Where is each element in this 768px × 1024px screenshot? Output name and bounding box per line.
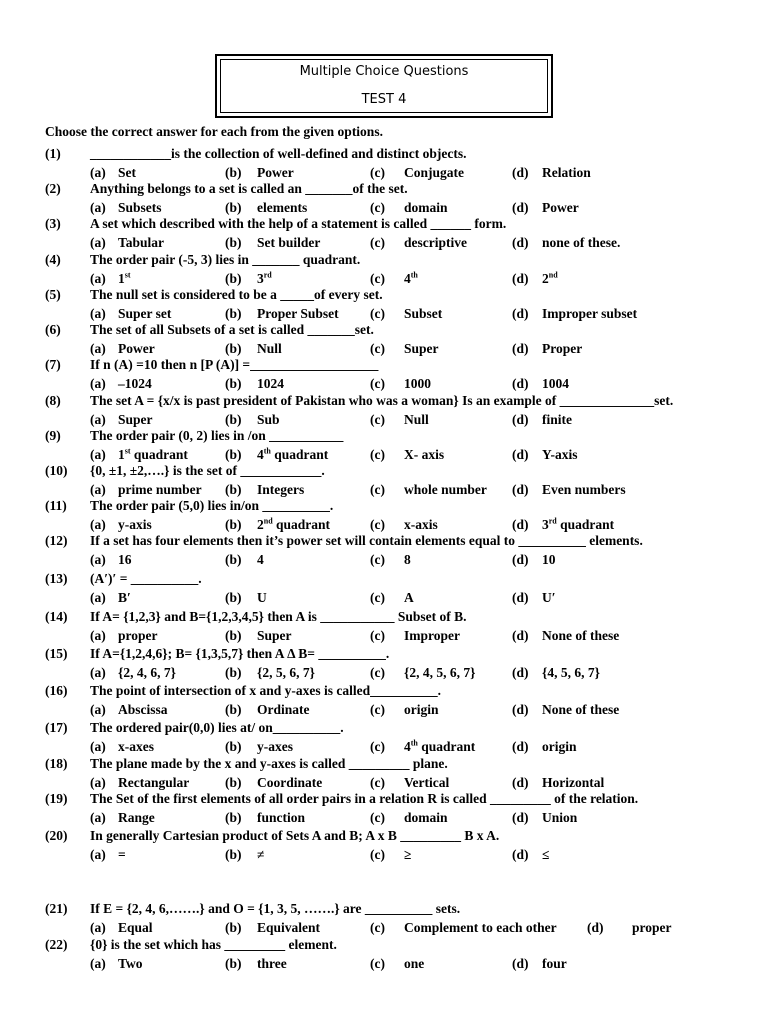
- option-text: 4: [257, 552, 264, 567]
- question-number: (1): [45, 146, 61, 161]
- option-text: =: [118, 847, 126, 862]
- question-text: The order pair (5,0) lies in/on __________.: [90, 498, 334, 513]
- option-letter: (d): [512, 376, 529, 391]
- option-letter: (a): [90, 271, 106, 286]
- option-text: proper: [118, 628, 158, 643]
- question-number: (4): [45, 252, 61, 267]
- option-text: U′: [542, 590, 556, 605]
- question-text: ____________is the collection of well-defined and distinct objects.: [90, 146, 467, 161]
- option-letter: (d): [512, 775, 529, 790]
- option-text: {4, 5, 6, 7}: [542, 665, 600, 680]
- question-text: {0} is the set which has _________ element.: [90, 937, 337, 952]
- question-number: (8): [45, 393, 61, 408]
- option-letter: (d): [512, 165, 529, 180]
- option-letter: (a): [90, 847, 106, 862]
- option-text: Rectangular: [118, 775, 190, 790]
- option-text: 1000: [404, 376, 431, 391]
- question-number: (22): [45, 937, 68, 952]
- question-text: The point of intersection of x and y-axes is called__________.: [90, 683, 441, 698]
- option-text: none of these.: [542, 235, 621, 250]
- page-title: Multiple Choice Questions: [299, 64, 469, 79]
- option-letter: (a): [90, 665, 106, 680]
- ordinal-suffix: th: [263, 446, 271, 456]
- option-letter: (d): [512, 590, 529, 605]
- option-letter: (a): [90, 482, 106, 497]
- option-letter: (c): [370, 847, 385, 862]
- option-letter: (c): [370, 517, 385, 532]
- question-number: (15): [45, 646, 68, 661]
- option-text: Range: [118, 810, 155, 825]
- option-text: Null: [257, 341, 282, 356]
- option-text: Proper: [542, 341, 583, 356]
- question-text: If a set has four elements then it’s power set will contain elements equal to __________ elements.: [90, 533, 643, 548]
- option-text: Even numbers: [542, 482, 626, 497]
- option-letter: (b): [225, 920, 242, 935]
- option-text: finite: [542, 412, 572, 427]
- question-text: If A= {1,2,3} and B={1,2,3,4,5} then A is ___________ Subset of B.: [90, 609, 467, 624]
- option-text: None of these: [542, 628, 620, 643]
- question-text: The order pair (0, 2) lies in /on ___________: [90, 428, 344, 443]
- option-letter: (c): [370, 271, 385, 286]
- option-letter: (b): [225, 447, 242, 462]
- option-text: Equivalent: [257, 920, 321, 935]
- option-text: {2, 4, 6, 7}: [118, 665, 176, 680]
- option-letter: (c): [370, 665, 385, 680]
- option-letter: (a): [90, 552, 106, 567]
- option-text: Power: [542, 200, 579, 215]
- option-letter: (d): [512, 552, 529, 567]
- option-text: Improper: [404, 628, 460, 643]
- option-text: 8: [404, 552, 411, 567]
- ordinal-suffix: nd: [263, 516, 273, 526]
- option-letter: (c): [370, 341, 385, 356]
- test-number: TEST 4: [361, 92, 407, 107]
- option-text: 3rd quadrant: [542, 516, 615, 532]
- option-text: Conjugate: [404, 165, 464, 180]
- option-text: {2, 5, 6, 7}: [257, 665, 315, 680]
- option-letter: (b): [225, 847, 242, 862]
- option-letter: (c): [370, 376, 385, 391]
- option-text: 1st: [118, 270, 131, 286]
- option-text: Super: [118, 412, 153, 427]
- option-text: y-axes: [257, 739, 293, 754]
- option-letter: (d): [512, 271, 529, 286]
- option-text: 16: [118, 552, 132, 567]
- option-letter: (b): [225, 200, 242, 215]
- option-text: one: [404, 956, 425, 971]
- question-number: (5): [45, 287, 61, 302]
- option-text: Vertical: [404, 775, 450, 790]
- question-text: The null set is considered to be a _____of every set.: [90, 287, 383, 302]
- option-letter: (c): [370, 775, 385, 790]
- option-letter: (b): [225, 739, 242, 754]
- option-letter: (a): [90, 200, 106, 215]
- option-text: Power: [257, 165, 294, 180]
- option-letter: (c): [370, 482, 385, 497]
- option-text: Improper subset: [542, 306, 638, 321]
- option-text: 3rd: [257, 270, 272, 286]
- option-letter: (a): [90, 517, 106, 532]
- option-letter: (c): [370, 920, 385, 935]
- option-letter: (b): [225, 235, 242, 250]
- option-text: elements: [257, 200, 308, 215]
- option-text: Horizontal: [542, 775, 605, 790]
- ordinal-suffix: th: [410, 270, 418, 280]
- question-number: (19): [45, 791, 68, 806]
- option-text: 4th quadrant: [404, 738, 476, 754]
- option-letter: (d): [512, 665, 529, 680]
- question-number: (10): [45, 463, 68, 478]
- option-letter: (c): [370, 956, 385, 971]
- option-letter: (a): [90, 956, 106, 971]
- option-text: –1024: [118, 376, 152, 391]
- option-letter: (a): [90, 702, 106, 717]
- option-text: Complement to each other: [404, 920, 557, 935]
- option-letter: (d): [512, 200, 529, 215]
- question-text: The set of all Subsets of a set is called _______set.: [90, 322, 374, 337]
- option-letter: (a): [90, 447, 106, 462]
- option-letter: (b): [225, 517, 242, 532]
- option-letter: (d): [512, 847, 529, 862]
- option-text: 4th: [404, 270, 418, 286]
- option-letter: (b): [225, 956, 242, 971]
- option-letter: (b): [225, 665, 242, 680]
- option-text: X- axis: [404, 447, 445, 462]
- option-letter: (a): [90, 628, 106, 643]
- option-letter: (d): [512, 517, 529, 532]
- question-text: In generally Cartesian product of Sets A and B; A x B _________ B x A.: [90, 828, 500, 843]
- option-text: 2nd: [542, 270, 558, 286]
- option-text: Super: [404, 341, 439, 356]
- option-text: x-axis: [404, 517, 438, 532]
- option-text: Equal: [118, 920, 153, 935]
- option-letter: (b): [225, 412, 242, 427]
- option-text: descriptive: [404, 235, 467, 250]
- option-letter: (b): [225, 810, 242, 825]
- ordinal-suffix: rd: [263, 270, 272, 280]
- option-text: Two: [118, 956, 143, 971]
- option-letter: (a): [90, 235, 106, 250]
- option-text: y-axis: [118, 517, 152, 532]
- option-text: whole number: [404, 482, 487, 497]
- option-text: B′: [118, 590, 131, 605]
- option-letter: (d): [512, 482, 529, 497]
- option-text: Ordinate: [257, 702, 310, 717]
- option-letter: (a): [90, 775, 106, 790]
- option-text: Proper Subset: [257, 306, 339, 321]
- question-number: (3): [45, 216, 61, 231]
- option-letter: (a): [90, 376, 106, 391]
- option-text: Tabular: [118, 235, 165, 250]
- question-number: (14): [45, 609, 68, 624]
- option-letter: (a): [90, 341, 106, 356]
- ordinal-suffix: th: [410, 738, 418, 748]
- option-letter: (b): [225, 271, 242, 286]
- question-text: If E = {2, 4, 6,…….} and O = {1, 3, 5, …….} are __________ sets.: [90, 901, 461, 916]
- option-text: Union: [542, 810, 578, 825]
- title-box: [215, 54, 553, 118]
- option-letter: (d): [512, 306, 529, 321]
- question-number: (9): [45, 428, 61, 443]
- option-letter: (d): [512, 412, 529, 427]
- option-text: prime number: [118, 482, 202, 497]
- question-text: If A={1,2,4,6}; B= {1,3,5,7} then A Δ B= __________.: [90, 646, 390, 661]
- option-letter: (b): [225, 552, 242, 567]
- question-number: (20): [45, 828, 68, 843]
- option-letter: (d): [512, 341, 529, 356]
- question-number: (16): [45, 683, 68, 698]
- option-letter: (c): [370, 306, 385, 321]
- question-text: If n (A) =10 then n [P (A)] =___________________: [90, 357, 379, 372]
- option-text: Integers: [257, 482, 305, 497]
- option-letter: (c): [370, 702, 385, 717]
- option-letter: (a): [90, 165, 106, 180]
- option-letter: (b): [225, 628, 242, 643]
- option-text: proper: [632, 920, 672, 935]
- option-text: function: [257, 810, 306, 825]
- question-text: The Set of the first elements of all order pairs in a relation R is called _________ of the relation.: [90, 791, 639, 806]
- option-letter: (a): [90, 306, 106, 321]
- option-text: Subsets: [118, 200, 162, 215]
- option-letter: (c): [370, 165, 385, 180]
- option-letter: (d): [512, 235, 529, 250]
- option-text: A: [404, 590, 414, 605]
- option-text: origin: [404, 702, 439, 717]
- option-text: 4th quadrant: [257, 446, 329, 462]
- question-number: (6): [45, 322, 61, 337]
- option-text: origin: [542, 739, 577, 754]
- question-number: (13): [45, 571, 68, 586]
- question-number: (21): [45, 901, 68, 916]
- question-number: (7): [45, 357, 61, 372]
- option-text: 1st quadrant: [118, 446, 188, 462]
- question-text: A set which described with the help of a statement is called ______ form.: [90, 216, 507, 231]
- option-text: 1024: [257, 376, 284, 391]
- option-text: Super: [257, 628, 292, 643]
- question-number: (18): [45, 756, 68, 771]
- option-text: Set: [118, 165, 136, 180]
- question-text: The set A = {x/x is past president of Pakistan who was a woman} Is an example of ______________set.: [90, 393, 674, 408]
- option-letter: (a): [90, 920, 106, 935]
- option-text: Y-axis: [542, 447, 578, 462]
- option-letter: (a): [90, 810, 106, 825]
- option-letter: (b): [225, 376, 242, 391]
- option-text: Sub: [257, 412, 280, 427]
- option-text: x-axes: [118, 739, 154, 754]
- question-text: Anything belongs to a set is called an _______of the set.: [90, 181, 408, 196]
- question-number: (12): [45, 533, 68, 548]
- option-letter: (c): [370, 447, 385, 462]
- option-letter: (a): [90, 590, 106, 605]
- option-letter: (a): [90, 412, 106, 427]
- option-text: 1004: [542, 376, 569, 391]
- option-letter: (b): [225, 590, 242, 605]
- option-letter: (b): [225, 702, 242, 717]
- option-letter: (c): [370, 810, 385, 825]
- option-letter: (c): [370, 412, 385, 427]
- option-text: Subset: [404, 306, 443, 321]
- option-letter: (c): [370, 590, 385, 605]
- option-text: Power: [118, 341, 155, 356]
- option-text: 2nd quadrant: [257, 516, 331, 532]
- ordinal-suffix: st: [124, 270, 131, 280]
- option-letter: (b): [225, 775, 242, 790]
- option-letter: (d): [512, 810, 529, 825]
- ordinal-suffix: nd: [548, 270, 558, 280]
- option-letter: (d): [512, 702, 529, 717]
- option-text: three: [257, 956, 287, 971]
- option-text: ≠: [257, 847, 265, 862]
- option-letter: (d): [512, 956, 529, 971]
- instructions: Choose the correct answer for each from the given options.: [45, 124, 383, 139]
- option-text: ≥: [404, 847, 412, 862]
- option-text: 10: [542, 552, 556, 567]
- question-number: (17): [45, 720, 68, 735]
- option-text: None of these: [542, 702, 620, 717]
- option-text: Null: [404, 412, 429, 427]
- option-letter: (a): [90, 739, 106, 754]
- option-letter: (d): [512, 447, 529, 462]
- ordinal-suffix: rd: [548, 516, 557, 526]
- option-text: Abscissa: [118, 702, 168, 717]
- option-letter: (b): [225, 341, 242, 356]
- option-letter: (d): [512, 739, 529, 754]
- option-letter: (d): [587, 920, 604, 935]
- option-letter: (b): [225, 306, 242, 321]
- question-text: {0, ±1, ±2,….} is the set of ____________.: [90, 463, 325, 478]
- option-text: Coordinate: [257, 775, 323, 790]
- option-text: domain: [404, 200, 448, 215]
- option-letter: (d): [512, 628, 529, 643]
- option-letter: (c): [370, 628, 385, 643]
- ordinal-suffix: st: [124, 446, 131, 456]
- option-text: U: [257, 590, 267, 605]
- option-letter: (c): [370, 235, 385, 250]
- option-text: Relation: [542, 165, 591, 180]
- option-text: Set builder: [257, 235, 321, 250]
- option-text: ≤: [542, 847, 550, 862]
- option-letter: (c): [370, 552, 385, 567]
- option-letter: (c): [370, 200, 385, 215]
- question-text: The order pair (-5, 3) lies in _______ quadrant.: [90, 252, 361, 267]
- option-text: Super set: [118, 306, 172, 321]
- question-number: (2): [45, 181, 61, 196]
- option-text: {2, 4, 5, 6, 7}: [404, 665, 476, 680]
- question-text: (A′)′ = __________.: [90, 571, 202, 586]
- option-letter: (c): [370, 739, 385, 754]
- question-text: The ordered pair(0,0) lies at/ on__________.: [90, 720, 344, 735]
- option-letter: (b): [225, 482, 242, 497]
- question-text: The plane made by the x and y-axes is called _________ plane.: [90, 756, 448, 771]
- option-text: four: [542, 956, 567, 971]
- option-letter: (b): [225, 165, 242, 180]
- question-number: (11): [45, 498, 67, 513]
- option-text: domain: [404, 810, 448, 825]
